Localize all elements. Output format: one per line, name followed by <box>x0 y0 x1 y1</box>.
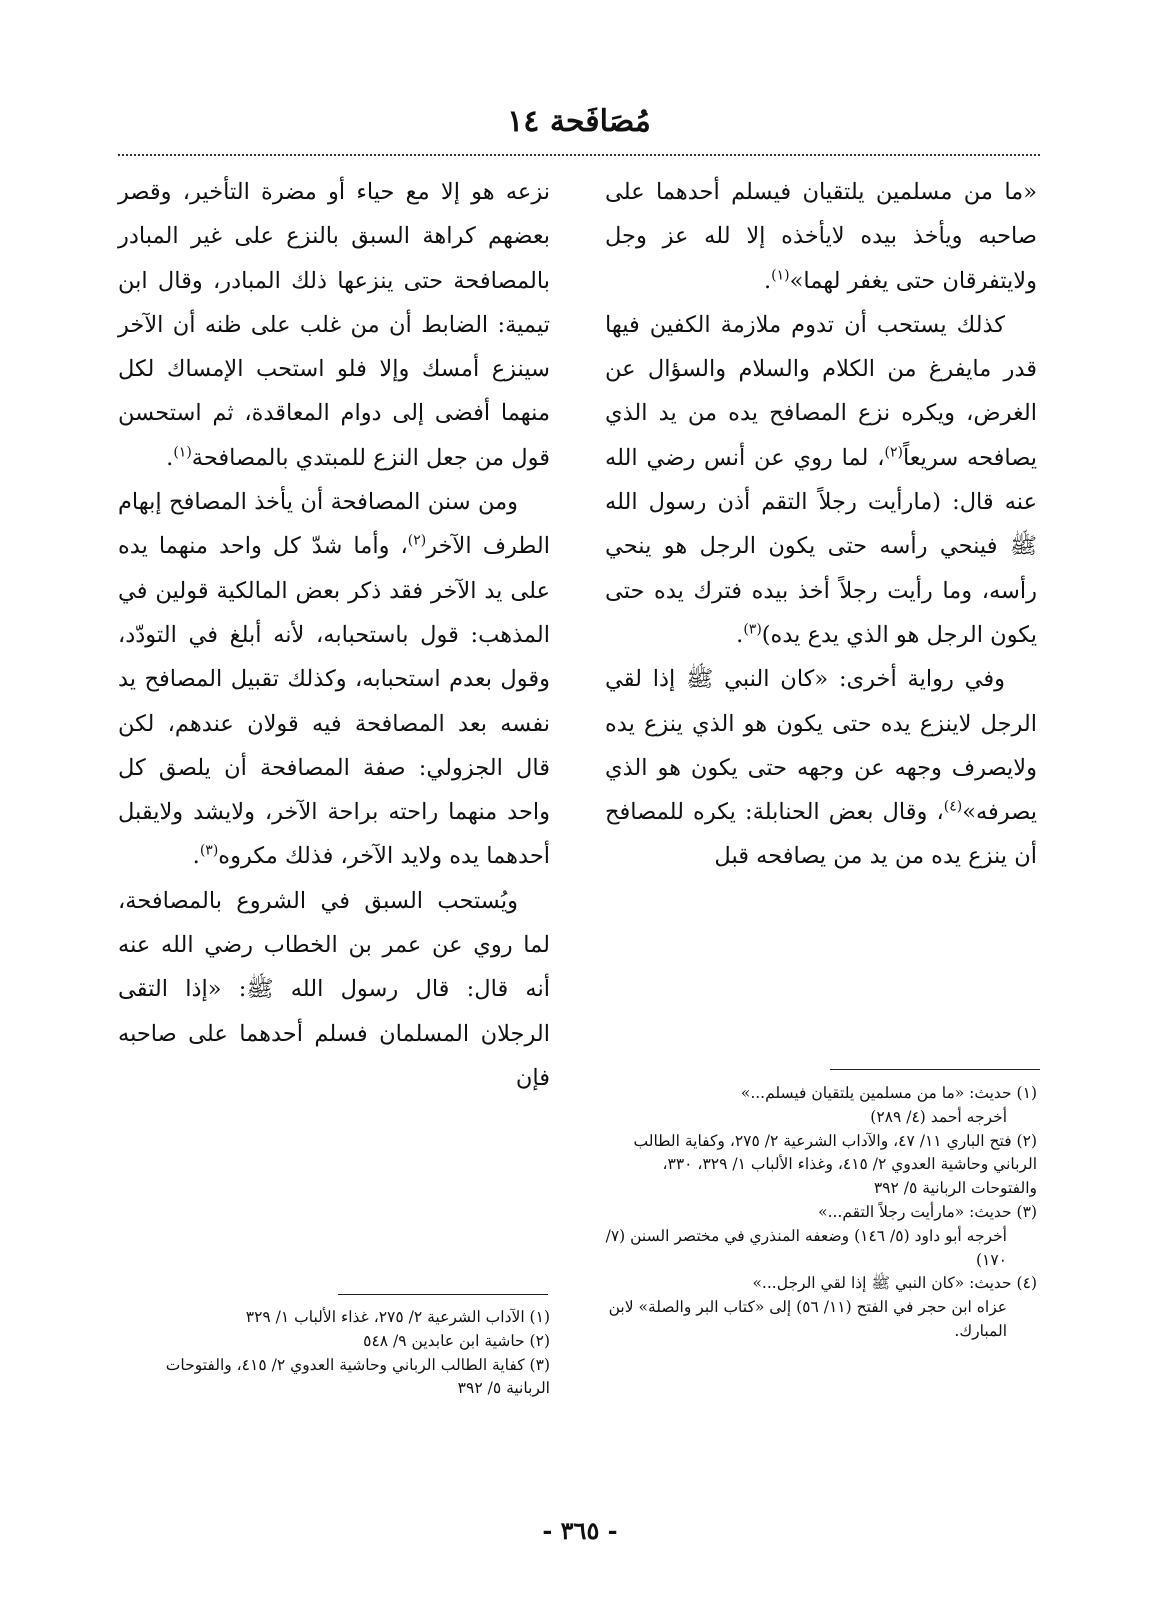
footnote-ref: (٢) <box>884 444 903 461</box>
footnote-ref: (٢) <box>407 532 427 549</box>
footnote-ref: (٣) <box>199 842 219 859</box>
footnote: (٣) كفاية الطالب الرباني وحاشية العدوي ٢/ ٤١٥، والفتوحات الربانية ٥/ ٣٩٢ <box>165 1355 550 1398</box>
paragraph: «ما من مسلمين يلتقيان فيسلم أحدهما على صاحبه ويأخذ بيده لايأخذه إلا لله عز وجل ولايتفرقان حتى يغفر لهما»$^{(١)}$. <box>605 179 1037 294</box>
right-column <box>605 170 1037 879</box>
footnote-ref: (٤) <box>943 798 963 815</box>
paragraph: كذلك يستحب أن تدوم ملازمة الكفين فيها قدر مايفرغ من الكلام والسلام والسؤال عن الغرض، ويكره نزع المصافح يده من يد الذي يصافحه سريعاً$^{(٢)}$، لما روي عن أنس رضي الله عنه قال: (مارأيت رجلاً التقم أذن رسول الله ﷺ فينحي رأسه حتى يكون الرجل هو ينحي رأسه، وما رأيت رجلاً أخذ بيده فترك يده حتى يكون الرجل هو الذي يدع يده)$^{(٣)}$. <box>605 311 1037 648</box>
footnotes-left <box>118 1306 550 1401</box>
footnote-divider <box>338 1294 548 1295</box>
footnote-ref: (٣) <box>743 621 762 638</box>
page-title: مُصَافَحة ١٤ <box>507 104 651 139</box>
footnote: عزاه ابن حجر في الفتح (١١/ ٥٦) إلى «كتاب البر والصلة» لابن المبارك. <box>608 1298 1007 1340</box>
paragraph: ومن سنن المصافحة أن يأخذ المصافح إبهام الطرف الآخر$^{(٢)}$، وأما شدّ كل واحد منهما يده على يد الآخر فقد ذكر بعض المالكية قولين في المذهب: قول باستحبابه، لأنه أبلغ في التودّد، وقول بعدم استحبابه، وكذلك تقبيل المصافح يد نفسه بعد المصافحة فيه قولان عندهم، لكن قال الجزولي: صفة المصافحة أن يلصق كل واحد منهما راحته براحة الآخر، ولايشد ولايقبل أحدهما يده ولايد الآخر، فذلك مكروه$^{(٣)}$. <box>118 489 550 870</box>
header-dotted-divider <box>118 154 1040 156</box>
footnote: (٢) فتح الباري ١١/ ٤٧، والآداب الشرعية ٢/ ٢٧٥، وكفاية الطالب الرباني وحاشية العدوي ٢/ ٤١٥، وغذاء الألباب ١/ ٣٢٩، ٣٣٠، والفتوحات الربانية ٥/ ٣٩٢ <box>633 1131 1037 1198</box>
footnote: (٢) حاشية ابن عابدين ٩/ ٥٤٨ <box>363 1331 550 1350</box>
footnotes-right <box>605 1082 1037 1344</box>
footnote: (١) حديث: «ما من مسلمين يلتقيان فيسلم...» <box>740 1084 1037 1102</box>
left-column <box>118 170 550 1100</box>
footnote-ref: (١) <box>173 444 192 461</box>
footnote: (٣) حديث: «مارأيت رجلاً التقم...» <box>818 1202 1037 1221</box>
footnote: أخرجه أحمد (٤/ ٢٨٩) <box>870 1107 1007 1126</box>
footnote: أخرجه أبو داود (٥/ ١٤٦) وضعفه المنذري في مختصر السنن (٧/ ١٧٠) <box>605 1226 1007 1269</box>
paragraph: نزعه هو إلا مع حياء أو مضرة التأخير، وقصر بعضهم كراهة السبق بالنزع على غير المبادر بالمصافحة حتى ينزعها ذلك المبادر، وقال ابن تيمية: الضابط أن من غلب على ظنه أن الآخر سينزع أمسك وإلا فلو استحب الإمساك لكل منهما أفضى إلى دوام المعاقدة، ثم استحسن قول من جعل النزع للمبتدي بالمصافحة$^{(١)}$. <box>118 179 550 471</box>
footnote: (٤) حديث: «كان النبي ﷺ إذا لقي الرجل...» <box>752 1274 1037 1293</box>
paragraph: ويُستحب السبق في الشروع بالمصافحة، لما روي عن عمر بن الخطاب رضي الله عنه أنه قال: قال رسول الله ﷺ: «إذا التقى الرجلان المسلمان فسلم أحدهما على صاحبه فإن <box>118 887 550 1091</box>
footnote-ref: (١) <box>771 267 790 284</box>
page-number: - ٣٦٥ - <box>542 1516 618 1545</box>
footnote-divider <box>830 1069 1040 1070</box>
footnote: (١) الآداب الشرعية ٢/ ٢٧٥، غذاء الألباب ١/ ٣٢٩ <box>245 1308 550 1326</box>
paragraph: وفي رواية أخرى: «كان النبي ﷺ إذا لقي الرجل لاينزع يده حتى يكون هو الذي ينزع يده ولايصرف وجهه عن وجهه حتى يكون هو الذي يصرفه»$^{(٤)}$، وقال بعض الحنابلة: يكره للمصافح أن ينزع يده من يد من يصافحه قبل <box>605 666 1037 870</box>
